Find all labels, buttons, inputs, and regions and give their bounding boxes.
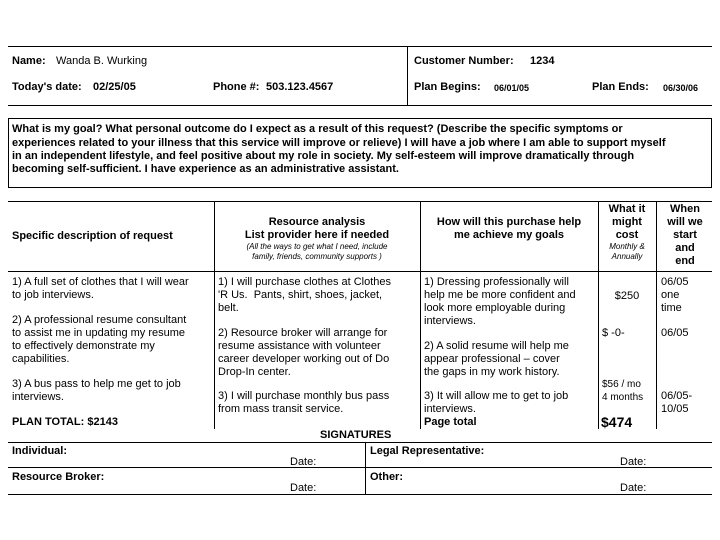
row3-cost: $56 / mo 4 months [602, 379, 644, 403]
header-divider [407, 46, 408, 105]
customer-number-label: Customer Number: [414, 55, 514, 67]
row1-how: 1) Dressing professionally will help me be more confident and look more employable during interviews. [424, 276, 576, 327]
header-what-cost: What it might cost [608, 203, 646, 241]
row2-cost: $ -0- [602, 327, 625, 339]
name-value: Wanda B. Wurking [56, 55, 148, 67]
row1-cost: $250 [614, 290, 640, 302]
todays-date-value: 02/25/05 [93, 81, 136, 93]
todays-date-label: Today's date: [12, 81, 82, 93]
other-label: Other: [370, 471, 403, 483]
page-total-label: Page total [424, 416, 477, 428]
goal-line-1: What is my goal? What personal outcome do I expect as a result of this request? (Describe the specific symptoms or [12, 123, 623, 135]
row2-request: 2) A professional resume consultant to assist me in updating my resume to effectively demonstrate my capabilities. [12, 314, 187, 365]
phone-label: Phone #: [213, 81, 260, 93]
row2-when: 06/05 [661, 327, 689, 339]
signatures-title: SIGNATURES [320, 429, 392, 441]
signatures-bottom-border [8, 494, 712, 495]
row3-request: 3) A bus pass to help me get to job interviews. [12, 378, 181, 403]
goal-line-2: experiences related to your illness that this service will improve or relieve) I will have a job where I am able to support myself [12, 137, 666, 149]
plan-total: PLAN TOTAL: $2143 [12, 416, 118, 428]
broker-date-label: Date: [290, 482, 317, 494]
table-header-bottom-border [8, 271, 712, 272]
header-when: When will we start and end [667, 203, 703, 267]
header-top-border [8, 46, 712, 47]
individual-label: Individual: [12, 445, 67, 457]
header-resource-note: (All the ways to get what I need, include family, friends, community supports ) [246, 242, 388, 261]
name-label: Name: [12, 55, 46, 67]
row1-request: 1) A full set of clothes that I will wear to job interviews. [12, 276, 189, 301]
table-top-border [8, 201, 712, 202]
signatures-mid-border [8, 467, 712, 468]
page-total-value: $474 [601, 414, 633, 430]
header-specific-description: Specific description of request [12, 230, 173, 242]
phone-value: 503.123.4567 [266, 81, 334, 93]
plan-begins-value: 06/01/05 [494, 83, 530, 93]
header-resource-analysis: Resource analysis List provider here if needed [244, 216, 390, 241]
row2-resource: 2) Resource broker will arrange for resume assistance with volunteer career developer working out of Do Drop-In center. [218, 327, 390, 378]
row1-resource: 1) I will purchase clothes at Clothes 'R Us. Pants, shirt, shoes, jacket, belt. [218, 276, 392, 314]
other-date-label: Date: [620, 482, 647, 494]
goal-line-4: becoming self-sufficient. I have experience as an administrative assistant. [12, 163, 399, 175]
plan-ends-value: 06/30/06 [663, 83, 699, 93]
goal-line-3: in an independent lifestyle, and feel positive about my role in society. My self-esteem will improve dramatically through [12, 150, 635, 162]
signatures-divider [365, 442, 366, 494]
header-cost-note: Monthly & Annually [609, 242, 645, 261]
header-bottom-border [8, 105, 712, 106]
row2-how: 2) A solid resume will help me appear professional – cover the gaps in my work history. [424, 340, 569, 378]
signatures-top-border [8, 442, 712, 443]
row1-when: 06/05 one time [661, 276, 689, 314]
resource-broker-label: Resource Broker: [12, 471, 105, 483]
customer-number-value: 1234 [530, 55, 555, 67]
row3-resource: 3) I will purchase monthly bus pass from mass transit service. [218, 390, 390, 415]
legal-date-label: Date: [620, 456, 647, 468]
plan-begins-label: Plan Begins: [414, 81, 481, 93]
individual-date-label: Date: [290, 456, 317, 468]
header-how-help: How will this purchase help me achieve my goals [436, 216, 582, 241]
row3-when: 06/05- 10/05 [661, 390, 693, 415]
row3-how: 3) It will allow me to get to job interviews. [424, 390, 569, 415]
plan-ends-label: Plan Ends: [592, 81, 649, 93]
legal-representative-label: Legal Representative: [370, 445, 485, 457]
